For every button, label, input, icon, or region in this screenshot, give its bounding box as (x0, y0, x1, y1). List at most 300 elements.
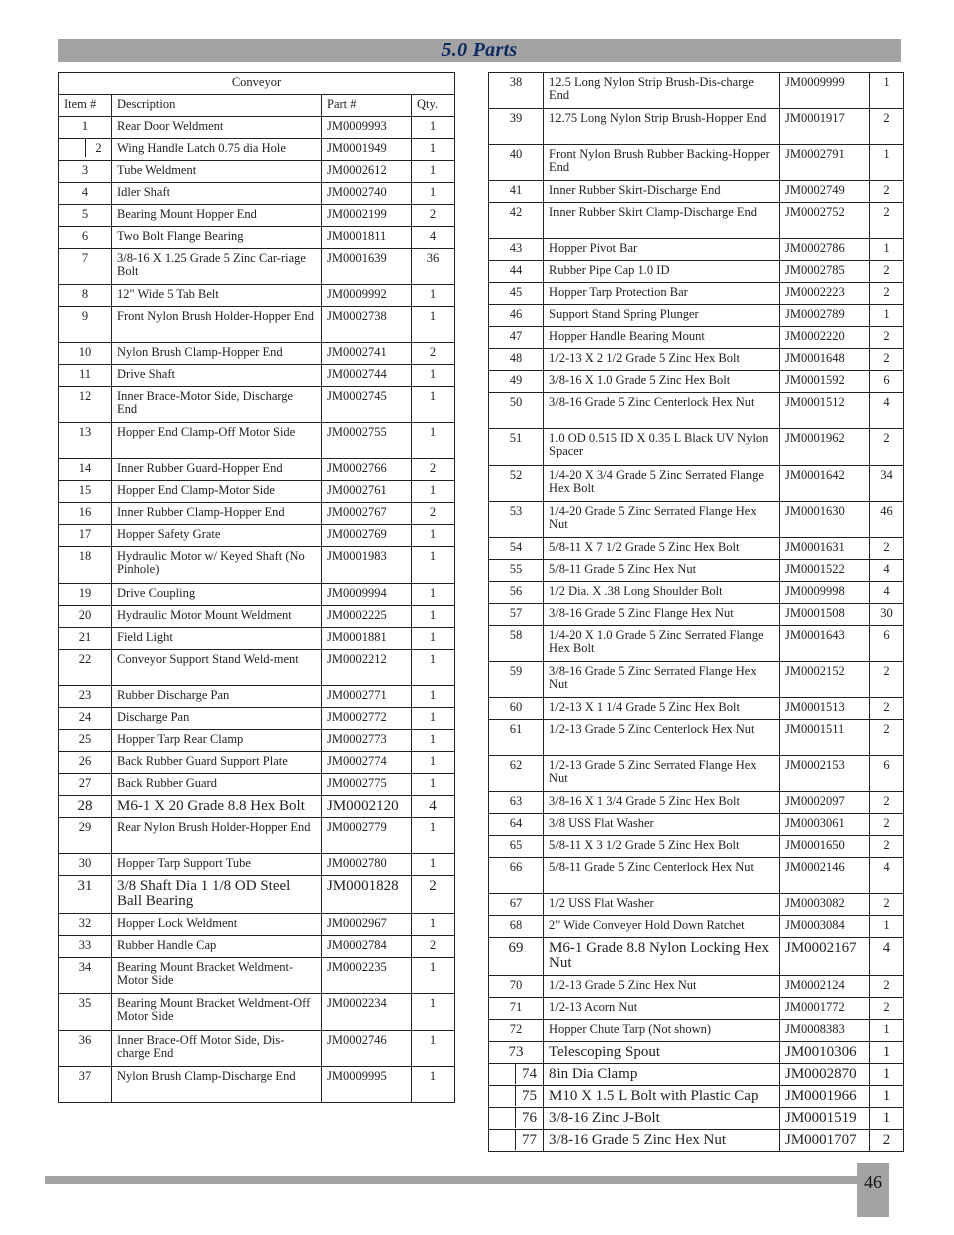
quantity: 4 (412, 796, 455, 818)
item-number: 30 (59, 854, 112, 876)
part-number: JM0002097 (780, 792, 870, 814)
item-description: M6-1 Grade 8.8 Nylon Locking Hex Nut (544, 938, 780, 976)
item-description: Two Bolt Flange Bearing (112, 227, 322, 249)
part-number: JM0002786 (780, 239, 870, 261)
item-number: 34 (59, 958, 112, 994)
item-description: 3/8 USS Flat Washer (544, 814, 780, 836)
part-number: JM0002769 (322, 525, 412, 547)
item-description: 1/2-13 Grade 5 Zinc Serrated Flange Hex Nut (544, 756, 780, 792)
quantity: 1 (412, 686, 455, 708)
item-description: Front Nylon Brush Holder-Hopper End (112, 307, 322, 343)
quantity: 1 (870, 239, 904, 261)
item-description: Hopper Safety Grate (112, 525, 322, 547)
item-description: 2" Wide Conveyer Hold Down Ratchet (544, 916, 780, 938)
item-description: Wing Handle Latch 0.75 dia Hole (112, 139, 322, 161)
table-row (59, 854, 455, 876)
table-row (59, 1031, 455, 1067)
quantity: 2 (870, 976, 904, 998)
table-row (489, 976, 904, 998)
quantity: 6 (870, 756, 904, 792)
quantity: 36 (412, 249, 455, 285)
part-number: JM0001811 (322, 227, 412, 249)
table-row (59, 752, 455, 774)
table-row (489, 502, 904, 538)
part-number: JM0002745 (322, 387, 412, 423)
item-description: 8in Dia Clamp (544, 1064, 780, 1086)
item-description: 1.0 OD 0.515 ID X 0.35 L Black UV Nylon Spacer (544, 429, 780, 466)
item-number: 18 (59, 547, 112, 584)
item-number: 24 (59, 708, 112, 730)
table-row (489, 393, 904, 429)
item-description: M10 X 1.5 L Bolt with Plastic Cap (544, 1086, 780, 1108)
item-description: Back Rubber Guard Support Plate (112, 752, 322, 774)
item-number: 40 (489, 145, 544, 181)
quantity: 1 (870, 305, 904, 327)
table-row (59, 730, 455, 752)
table-row (489, 582, 904, 604)
item-number: 65 (489, 836, 544, 858)
part-number: JM0001513 (780, 698, 870, 720)
item-description: Discharge Pan (112, 708, 322, 730)
part-number: JM0002761 (322, 481, 412, 503)
table-row (59, 307, 455, 343)
item-number: 21 (59, 628, 112, 650)
quantity: 2 (870, 1130, 904, 1152)
page-number: 46 (857, 1163, 889, 1217)
table-row (59, 650, 455, 686)
table-row (59, 958, 455, 994)
quantity: 1 (412, 387, 455, 423)
part-number: JM0001772 (780, 998, 870, 1020)
item-number: 53 (489, 502, 544, 538)
part-number: JM0003084 (780, 916, 870, 938)
item-description: Front Nylon Brush Rubber Backing-Hopper End (544, 145, 780, 181)
table-row (489, 858, 904, 894)
item-number: 49 (489, 371, 544, 393)
quantity: 2 (412, 205, 455, 227)
item-number: 43 (489, 239, 544, 261)
part-number: JM0002766 (322, 459, 412, 481)
item-description: Idler Shaft (112, 183, 322, 205)
header-qty: Qty. (412, 95, 455, 117)
quantity: 1 (870, 73, 904, 109)
quantity: 1 (412, 285, 455, 307)
quantity: 4 (870, 938, 904, 976)
quantity: 2 (870, 261, 904, 283)
part-number: JM0002738 (322, 307, 412, 343)
table-row (59, 994, 455, 1031)
quantity: 1 (412, 752, 455, 774)
table-row (489, 239, 904, 261)
item-description: Nylon Brush Clamp-Discharge End (112, 1067, 322, 1103)
item-description: 3/8 Shaft Dia 1 1/8 OD Steel Ball Bearing (112, 876, 322, 914)
table-row (59, 606, 455, 628)
quantity: 2 (412, 936, 455, 958)
item-description: 3/8-16 X 1 3/4 Grade 5 Zinc Hex Bolt (544, 792, 780, 814)
item-number: 8 (59, 285, 112, 307)
quantity: 1 (412, 606, 455, 628)
item-description: Inner Rubber Skirt Clamp-Discharge End (544, 203, 780, 239)
item-number: 31 (59, 876, 112, 914)
quantity: 1 (412, 139, 455, 161)
quantity: 1 (412, 650, 455, 686)
item-number: 6 (59, 227, 112, 249)
quantity: 2 (870, 662, 904, 698)
table-row (489, 626, 904, 662)
quantity: 2 (870, 814, 904, 836)
item-description: Rear Door Weldment (112, 117, 322, 139)
part-number: JM0002212 (322, 650, 412, 686)
quantity: 1 (412, 1031, 455, 1067)
table-row (489, 261, 904, 283)
part-number: JM0002767 (322, 503, 412, 525)
quantity: 1 (412, 818, 455, 854)
part-number: JM0008383 (780, 1020, 870, 1042)
table-row (59, 387, 455, 423)
item-number: 10 (59, 343, 112, 365)
quantity: 1 (412, 161, 455, 183)
table-row (489, 109, 904, 145)
quantity: 1 (412, 628, 455, 650)
table-row (489, 466, 904, 502)
part-number: JM0001983 (322, 547, 412, 584)
item-description: 1/2-13 X 2 1/2 Grade 5 Zinc Hex Bolt (544, 349, 780, 371)
item-number: 17 (59, 525, 112, 547)
item-description: Bearing Mount Bracket Weldment-Off Motor Side (112, 994, 322, 1031)
table-row (59, 525, 455, 547)
item-number: 12 (59, 387, 112, 423)
item-number: 63 (489, 792, 544, 814)
part-number: JM0001508 (780, 604, 870, 626)
item-description: 12.5 Long Nylon Strip Brush-Dis-charge End (544, 73, 780, 109)
part-number: JM0002153 (780, 756, 870, 792)
quantity: 2 (870, 349, 904, 371)
quantity: 4 (870, 582, 904, 604)
part-number: JM0001707 (780, 1130, 870, 1152)
item-number: 11 (59, 365, 112, 387)
quantity: 1 (412, 774, 455, 796)
item-description: 1/2-13 Grade 5 Zinc Centerlock Hex Nut (544, 720, 780, 756)
part-number: JM0002789 (780, 305, 870, 327)
quantity: 2 (870, 836, 904, 858)
part-number: JM0001917 (780, 109, 870, 145)
item-description: 3/8-16 Grade 5 Zinc Flange Hex Nut (544, 604, 780, 626)
item-number: 33 (59, 936, 112, 958)
table-row (59, 227, 455, 249)
quantity: 1 (412, 183, 455, 205)
item-description: Drive Coupling (112, 584, 322, 606)
item-number: 41 (489, 181, 544, 203)
item-number: 44 (489, 261, 544, 283)
table-row (59, 117, 455, 139)
item-description: Nylon Brush Clamp-Hopper End (112, 343, 322, 365)
table-row (59, 481, 455, 503)
quantity: 4 (870, 393, 904, 429)
item-description: Rubber Pipe Cap 1.0 ID (544, 261, 780, 283)
part-number: JM0001650 (780, 836, 870, 858)
part-number: JM0002741 (322, 343, 412, 365)
part-number: JM0002223 (780, 283, 870, 305)
table-row (489, 1042, 904, 1064)
item-number: 55 (489, 560, 544, 582)
item-number: 29 (59, 818, 112, 854)
item-number: 64 (489, 814, 544, 836)
item-description: Hopper Handle Bearing Mount (544, 327, 780, 349)
table-row (489, 349, 904, 371)
item-number: 28 (59, 796, 112, 818)
item-description: 1/4-20 X 3/4 Grade 5 Zinc Serrated Flange Hex Bolt (544, 466, 780, 502)
part-number: JM0003061 (780, 814, 870, 836)
item-number: 73 (489, 1042, 544, 1064)
part-number: JM0009992 (322, 285, 412, 307)
item-description: Rubber Handle Cap (112, 936, 322, 958)
item-number: 3 (59, 161, 112, 183)
quantity: 1 (412, 365, 455, 387)
item-number: 52 (489, 466, 544, 502)
item-number: 77 (522, 1132, 537, 1148)
quantity: 2 (870, 538, 904, 560)
item-number: 54 (489, 538, 544, 560)
part-number: JM0002220 (780, 327, 870, 349)
part-number: JM0002225 (322, 606, 412, 628)
quantity: 1 (412, 958, 455, 994)
header-part-number: Part # (322, 95, 412, 117)
item-description: 3/8-16 Grade 5 Zinc Centerlock Hex Nut (544, 393, 780, 429)
item-number: 14 (59, 459, 112, 481)
part-number: JM0001966 (780, 1086, 870, 1108)
quantity: 1 (412, 914, 455, 936)
table-row (59, 818, 455, 854)
item-description: Hydraulic Motor Mount Weldment (112, 606, 322, 628)
part-number: JM0001949 (322, 139, 412, 161)
item-number-cell (489, 1130, 544, 1152)
item-number: 51 (489, 429, 544, 466)
part-number: JM0002167 (780, 938, 870, 976)
part-number: JM0001631 (780, 538, 870, 560)
item-description: Bearing Mount Hopper End (112, 205, 322, 227)
item-number: 46 (489, 305, 544, 327)
part-number: JM0002234 (322, 994, 412, 1031)
item-description: Hopper End Clamp-Off Motor Side (112, 423, 322, 459)
table-row (59, 365, 455, 387)
quantity: 2 (870, 109, 904, 145)
item-number-cell (489, 1086, 544, 1108)
part-number: JM0002791 (780, 145, 870, 181)
item-number: 62 (489, 756, 544, 792)
quantity: 4 (870, 858, 904, 894)
part-number: JM0002152 (780, 662, 870, 698)
item-number: 22 (59, 650, 112, 686)
item-number: 39 (489, 109, 544, 145)
part-number: JM0001511 (780, 720, 870, 756)
item-description: 1/2-13 X 1 1/4 Grade 5 Zinc Hex Bolt (544, 698, 780, 720)
part-number: JM0010306 (780, 1042, 870, 1064)
table-row (489, 1020, 904, 1042)
item-number: 9 (59, 307, 112, 343)
table-row (489, 73, 904, 109)
item-description: 5/8-11 Grade 5 Zinc Hex Nut (544, 560, 780, 582)
part-number: JM0001630 (780, 502, 870, 538)
item-description: Hopper End Clamp-Motor Side (112, 481, 322, 503)
item-number: 26 (59, 752, 112, 774)
item-description: 1/2 Dia. X .38 Long Shoulder Bolt (544, 582, 780, 604)
item-description: Inner Brace-Motor Side, Discharge End (112, 387, 322, 423)
item-number: 20 (59, 606, 112, 628)
part-number: JM0009994 (322, 584, 412, 606)
table-row (59, 459, 455, 481)
quantity: 1 (870, 1020, 904, 1042)
part-number: JM0002752 (780, 203, 870, 239)
quantity: 4 (412, 227, 455, 249)
part-number: JM0001639 (322, 249, 412, 285)
part-number: JM0002780 (322, 854, 412, 876)
quantity: 30 (870, 604, 904, 626)
part-number: JM0001512 (780, 393, 870, 429)
item-description: Inner Rubber Clamp-Hopper End (112, 503, 322, 525)
quantity: 1 (412, 117, 455, 139)
item-description: Hopper Tarp Support Tube (112, 854, 322, 876)
item-number: 56 (489, 582, 544, 604)
part-number: JM0002785 (780, 261, 870, 283)
quantity: 2 (870, 327, 904, 349)
item-description: Inner Brace-Off Motor Side, Dis-charge End (112, 1031, 322, 1067)
table-row (59, 161, 455, 183)
table-row (59, 774, 455, 796)
item-description: Drive Shaft (112, 365, 322, 387)
table-row (489, 604, 904, 626)
table-row (489, 814, 904, 836)
item-number: 38 (489, 73, 544, 109)
footer-bar (45, 1176, 857, 1184)
item-number: 4 (59, 183, 112, 205)
item-number: 68 (489, 916, 544, 938)
quantity: 1 (870, 1042, 904, 1064)
part-number: JM0001642 (780, 466, 870, 502)
quantity: 1 (412, 307, 455, 343)
item-description: 3/8-16 Zinc J-Bolt (544, 1108, 780, 1130)
table-row (59, 936, 455, 958)
table-caption: Conveyor (59, 73, 455, 95)
item-number-cell (489, 1064, 544, 1086)
item-number: 25 (59, 730, 112, 752)
table-row (489, 698, 904, 720)
part-number: JM0002774 (322, 752, 412, 774)
item-description: 3/8-16 X 1.25 Grade 5 Zinc Car-riage Bolt (112, 249, 322, 285)
quantity: 2 (870, 792, 904, 814)
table-row (59, 796, 455, 818)
item-description: Hopper Lock Weldment (112, 914, 322, 936)
item-description: Inner Rubber Guard-Hopper End (112, 459, 322, 481)
item-number: 2 (95, 141, 102, 155)
item-number: 47 (489, 327, 544, 349)
table-row (489, 327, 904, 349)
part-number: JM0002772 (322, 708, 412, 730)
quantity: 46 (870, 502, 904, 538)
quantity: 1 (870, 916, 904, 938)
quantity: 1 (412, 994, 455, 1031)
item-description: Inner Rubber Skirt-Discharge End (544, 181, 780, 203)
quantity: 1 (412, 547, 455, 584)
item-number: 35 (59, 994, 112, 1031)
quantity: 2 (870, 203, 904, 239)
quantity: 4 (870, 560, 904, 582)
item-number: 50 (489, 393, 544, 429)
table-row (489, 1086, 904, 1108)
item-description: Bearing Mount Bracket Weldment-Motor Side (112, 958, 322, 994)
item-description: 5/8-11 X 3 1/2 Grade 5 Zinc Hex Bolt (544, 836, 780, 858)
part-number: JM0001962 (780, 429, 870, 466)
header-item: Item # (59, 95, 112, 117)
quantity: 1 (412, 730, 455, 752)
item-description: 12" Wide 5 Tab Belt (112, 285, 322, 307)
header-description: Description (112, 95, 322, 117)
section-title: 5.0 Parts (441, 39, 518, 61)
quantity: 2 (870, 698, 904, 720)
item-number: 70 (489, 976, 544, 998)
item-number: 76 (522, 1110, 537, 1126)
table-row (59, 139, 455, 161)
part-number: JM0001643 (780, 626, 870, 662)
item-number: 23 (59, 686, 112, 708)
table-row (59, 503, 455, 525)
item-description: Hopper Tarp Rear Clamp (112, 730, 322, 752)
part-number: JM0002746 (322, 1031, 412, 1067)
item-number: 57 (489, 604, 544, 626)
part-number: JM0002755 (322, 423, 412, 459)
table-row (59, 584, 455, 606)
item-number: 66 (489, 858, 544, 894)
table-row (59, 914, 455, 936)
quantity: 1 (412, 481, 455, 503)
table-row (489, 792, 904, 814)
item-number: 19 (59, 584, 112, 606)
item-description: Hopper Tarp Protection Bar (544, 283, 780, 305)
part-number: JM0009999 (780, 73, 870, 109)
conveyor-parts-table (58, 72, 455, 1103)
item-description: Hopper Chute Tarp (Not shown) (544, 1020, 780, 1042)
item-description: Rear Nylon Brush Holder-Hopper End (112, 818, 322, 854)
item-description: Hydraulic Motor w/ Keyed Shaft (No Pinhole) (112, 547, 322, 584)
item-description: 3/8-16 X 1.0 Grade 5 Zinc Hex Bolt (544, 371, 780, 393)
table-row (59, 285, 455, 307)
part-number: JM0002612 (322, 161, 412, 183)
item-description: 12.75 Long Nylon Strip Brush-Hopper End (544, 109, 780, 145)
quantity: 1 (412, 584, 455, 606)
part-number: JM0002779 (322, 818, 412, 854)
table-row (489, 1064, 904, 1086)
quantity: 6 (870, 371, 904, 393)
part-number: JM0001592 (780, 371, 870, 393)
table-row (489, 662, 904, 698)
item-number: 71 (489, 998, 544, 1020)
item-number: 16 (59, 503, 112, 525)
part-number: JM0001519 (780, 1108, 870, 1130)
quantity: 1 (412, 423, 455, 459)
item-number-cell (59, 139, 112, 161)
table-row (59, 249, 455, 285)
item-number: 1 (59, 117, 112, 139)
quantity: 2 (412, 343, 455, 365)
quantity: 1 (870, 1108, 904, 1130)
item-number: 27 (59, 774, 112, 796)
item-number: 36 (59, 1031, 112, 1067)
part-number: JM0002120 (322, 796, 412, 818)
item-description: Field Light (112, 628, 322, 650)
item-description: 1/4-20 X 1.0 Grade 5 Zinc Serrated Flange Hex Bolt (544, 626, 780, 662)
item-number: 37 (59, 1067, 112, 1103)
item-number: 67 (489, 894, 544, 916)
item-description: 1/4-20 Grade 5 Zinc Serrated Flange Hex Nut (544, 502, 780, 538)
